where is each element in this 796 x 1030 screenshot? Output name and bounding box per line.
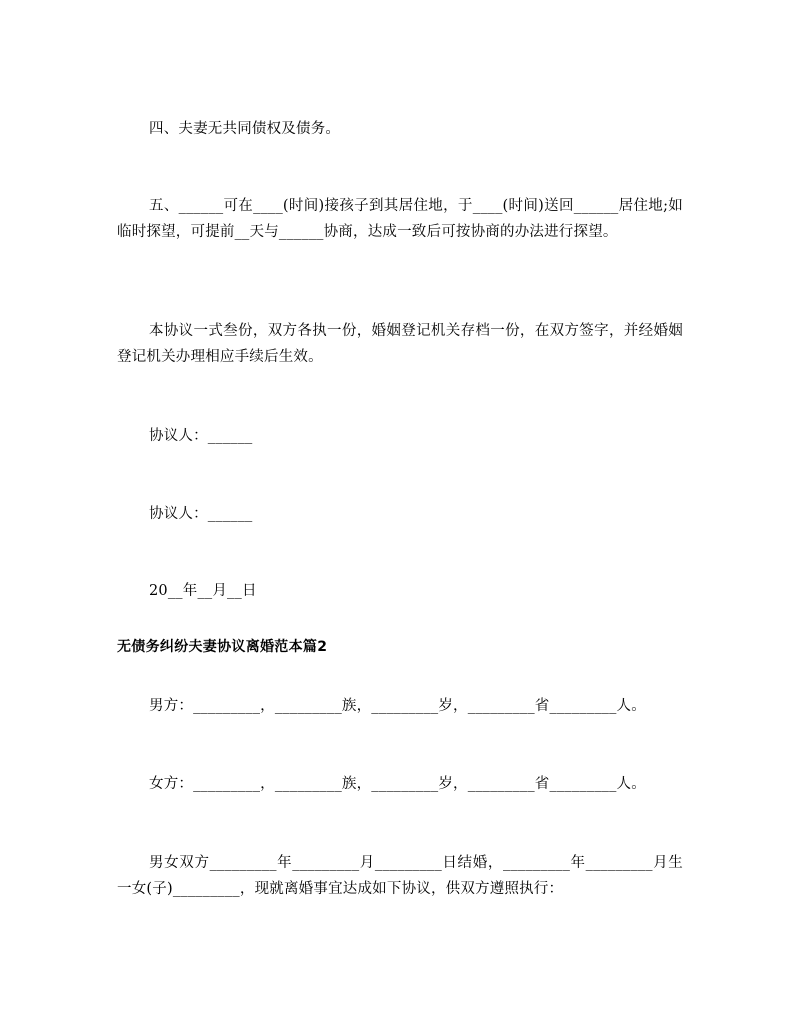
clause-four: 四、夫妻无共同债权及债务。 xyxy=(149,121,341,137)
agreement-copies-paragraph: 本协议一式叁份，双方各执一份，婚姻登记机关存档一份，在双方签字，并经婚姻登记机关办理相应手续后生效。 xyxy=(117,323,683,365)
date-line: 20__年__月__日 xyxy=(149,583,257,599)
female-party-info: 女方：_________，_________族，_________岁，_________省_________人。 xyxy=(149,776,646,792)
section-title: 无债务纠纷夫妻协议离婚范本篇2 xyxy=(117,639,328,655)
signer-line-1: 协议人：______ xyxy=(149,428,253,444)
clause-five: 五、______可在____(时间)接孩子到其居住地，于____(时间)送回______居住地;如临时探望，可提前__天与______协商，达成一致后可按协商的办法进行探望。 xyxy=(117,198,683,240)
signer-line-2: 协议人：______ xyxy=(149,506,253,522)
marriage-info-paragraph: 男女双方_________年_________月_________日结婚，_________年_________月生一女(子)_________，现就离婚事宜达成如下协议，供双方遵照执行： xyxy=(117,855,683,897)
male-party-info: 男方：_________，_________族，_________岁，_________省_________人。 xyxy=(149,698,646,714)
